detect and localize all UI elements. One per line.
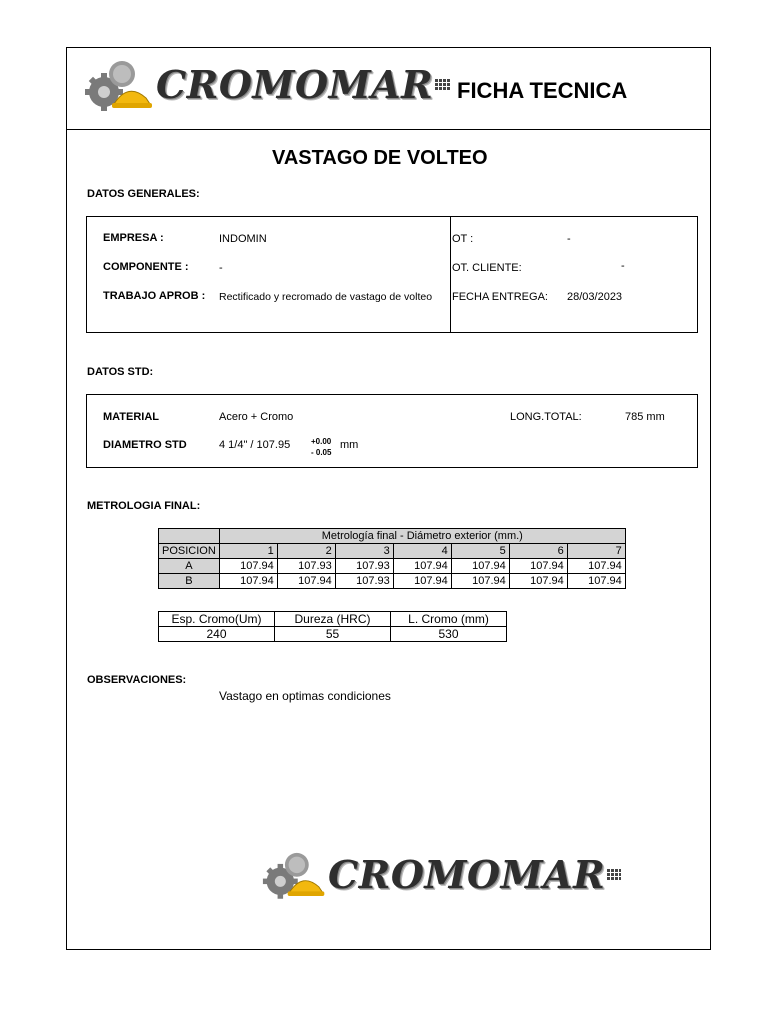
ot-cliente-label: OT. CLIENTE:	[452, 262, 522, 274]
diametro-unit: mm	[340, 439, 359, 451]
observaciones-heading: OBSERVACIONES:	[87, 674, 187, 686]
table-cell: 107.94	[509, 574, 567, 589]
column-header: 2	[277, 544, 335, 559]
document-title: VASTAGO DE VOLTEO	[272, 147, 488, 169]
datos-std-heading: DATOS STD:	[87, 366, 154, 378]
table-row	[159, 574, 626, 589]
trabajo-label: TRABAJO APROB :	[103, 290, 206, 302]
footer-brand-name: CROMOMAR	[328, 851, 606, 897]
diametro-tolerance	[311, 436, 331, 458]
gear-helmet-icon	[84, 52, 156, 116]
datos-generales-divider	[450, 216, 451, 333]
propiedades-header-row	[159, 612, 507, 627]
dureza-value: 55	[275, 627, 391, 642]
table-cell: 107.94	[393, 559, 451, 574]
tolerance-plus: +0.00	[311, 437, 332, 446]
table-cell: 107.93	[277, 559, 335, 574]
footer-logo	[262, 842, 621, 906]
metrologia-title-row	[159, 529, 626, 544]
propiedades-value-row	[159, 627, 507, 642]
brand-name: CROMOMAR	[156, 61, 434, 107]
componente-value: -	[219, 262, 223, 274]
tolerance-minus: - 0.05	[311, 448, 332, 457]
row-label: A	[159, 559, 220, 574]
table-cell: 107.94	[567, 574, 625, 589]
gear-helmet-icon	[262, 842, 328, 906]
datos-std-box	[86, 394, 698, 468]
footer-tagline-marks	[607, 869, 621, 880]
trabajo-value: Rectificado y recromado de vastago de volteo	[219, 291, 433, 303]
table-cell: 107.94	[567, 559, 625, 574]
material-label: MATERIAL	[103, 411, 160, 423]
header-divider	[66, 129, 711, 130]
esp-cromo-value: 240	[159, 627, 275, 642]
empresa-label: EMPRESA :	[103, 232, 164, 244]
ot-value: -	[567, 233, 571, 245]
datos-generales-box	[86, 216, 698, 333]
table-cell: 107.94	[219, 559, 277, 574]
table-cell: 107.94	[393, 574, 451, 589]
table-cell: 107.94	[509, 559, 567, 574]
long-total-value: 785 mm	[625, 411, 665, 423]
componente-label: COMPONENTE :	[103, 261, 189, 273]
column-header: 6	[509, 544, 567, 559]
table-cell: 107.94	[277, 574, 335, 589]
table-cell: 107.94	[451, 574, 509, 589]
table-cell: 107.93	[335, 574, 393, 589]
posicion-header: POSICION	[159, 544, 220, 559]
row-label: B	[159, 574, 220, 589]
observaciones-text: Vastago en optimas condiciones	[219, 689, 391, 703]
propiedades-table	[158, 611, 507, 642]
metrologia-table-title: Metrología final - Diámetro exterior (mm.)	[219, 529, 625, 544]
metrologia-heading: METROLOGIA FINAL:	[87, 500, 201, 512]
diametro-label: DIAMETRO STD	[103, 439, 187, 451]
fecha-entrega-label: FECHA ENTREGA:	[452, 291, 548, 303]
column-header: 4	[393, 544, 451, 559]
empty-corner-cell	[159, 529, 220, 544]
ot-cliente-value: -	[621, 260, 625, 272]
column-header: 3	[335, 544, 393, 559]
metrologia-table	[158, 528, 626, 589]
column-header: 5	[451, 544, 509, 559]
brand-logo	[84, 52, 451, 116]
material-value: Acero + Cromo	[219, 411, 294, 423]
table-row	[159, 559, 626, 574]
long-total-label: LONG.TOTAL:	[510, 411, 582, 423]
diametro-value: 4 1/4" / 107.95	[219, 439, 291, 451]
metrologia-header-row	[159, 544, 626, 559]
datos-generales-heading: DATOS GENERALES:	[87, 188, 200, 200]
brand-tagline-marks	[435, 79, 451, 90]
document-sheet	[66, 47, 711, 950]
dureza-header: Dureza (HRC)	[275, 612, 391, 627]
table-cell: 107.93	[335, 559, 393, 574]
header-title: FICHA TECNICA	[457, 78, 628, 103]
column-header: 7	[567, 544, 625, 559]
l-cromo-header: L. Cromo (mm)	[391, 612, 507, 627]
column-header: 1	[219, 544, 277, 559]
table-cell: 107.94	[219, 574, 277, 589]
fecha-entrega-value: 28/03/2023	[567, 291, 623, 303]
empresa-value: INDOMIN	[219, 233, 267, 245]
esp-cromo-header: Esp. Cromo(Um)	[159, 612, 275, 627]
l-cromo-value: 530	[391, 627, 507, 642]
table-cell: 107.94	[451, 559, 509, 574]
ot-label: OT :	[452, 233, 474, 245]
